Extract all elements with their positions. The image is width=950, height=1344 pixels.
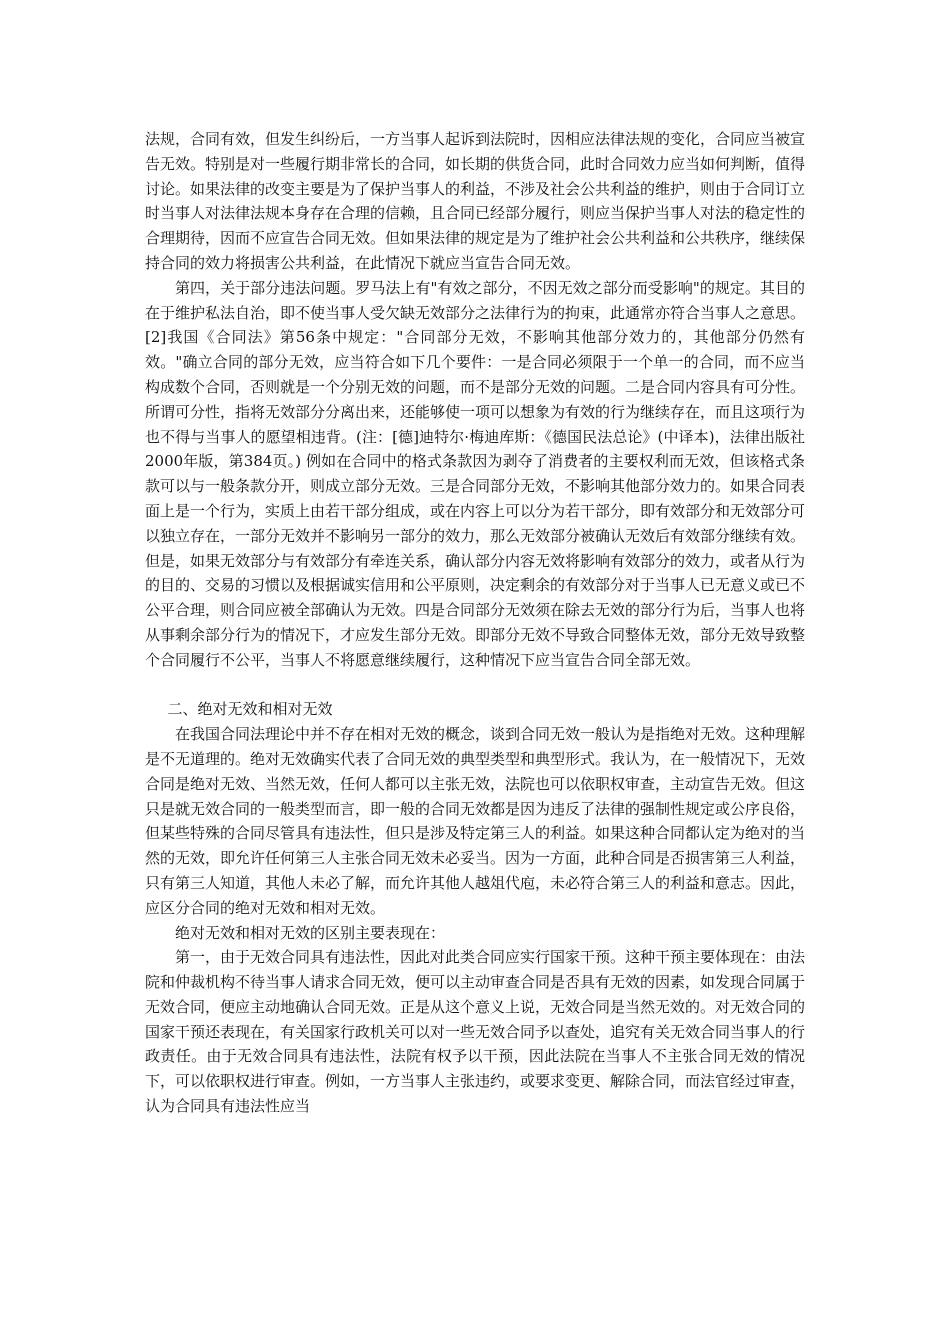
paragraph-differences-intro: 绝对无效和相对无效的区别主要表现在： — [175, 923, 446, 942]
paragraph-first-difference: 第一，由于无效合同具有违法性，因此对此类合同应实行国家干预。这种干预主要体现在：由法院和仲裁机构不待当事人请求合同无效，便可以主动审查合同是否具有无效的因素，如发现合同属于无效合同，便应主动地确认合同无效。正是从这个意义上说，无效合同是当然无效的。对无效合同的国家干预还表现在，有关国家行政机关可以对一些无效合同予以查处，追究有关无效合同当事人的行政责任。由于无效合同具有违法性，法院有权予以干预，因此法院在当事人不主张合同无效的情况下，可以依职权进行审查。例如，一方当事人主张违约，或要求变更、解除合同，而法官经过审查，认为合同具有违法性应当 — [145, 948, 806, 1116]
document-page — [145, 127, 805, 1119]
paragraph-continued: 法规，合同有效，但发生纠纷后，一方当事人起诉到法院时，因相应法律法规的变化，合同应当被宣告无效。特别是对一些履行期非常长的合同，如长期的供货合同，此时合同效力应当如何判断，值得讨论。如果法律的改变主要是为了保护当事人的利益，不涉及社会公共利益的维护，则由于合同订立时当事人对法律法规本身存在合理的信赖，且合同已经部分履行，则应当保护当事人对法的稳定性的合理期待，因而不应宣告合同无效。但如果法律的规定是为了维护社会公共利益和公共秩序，继续保持合同的效力将损害公共利益，在此情况下就应当宣告合同无效。 — [145, 130, 806, 272]
section-heading: 二、绝对无效和相对无效 — [167, 700, 333, 719]
paragraph-partial-invalidity: 第四，关于部分违法问题。罗马法上有"有效之部分，不因无效之部分而受影响"的规定。其目的在于维护私法自治，即不使当事人受欠缺无效部分之法律行为的拘束，此通常亦符合当事人之意思。[2]我国《合同法》第56条中规定："合同部分无效，不影响其他部分效力的，其他部分仍然有效。"确立合同的部分无效，应当符合如下几个要件：一是合同必须限于一个单一的合同，而不应当构成数个合同，否则就是一个分别无效的问题，而不是部分无效的问题。二是合同内容具有可分性。所谓可分性，指将无效部分分离出来，还能够使一项可以想象为有效的行为继续存在，而且这项行为也不得与当事人的愿望相违背。(注：[德]迪特尔·梅迪库斯：《德国民法总论》(中译本)，法律出版社2000年版，第384页。) 例如在合同中的格式条款因为剥夺了消费者的主要权利而无效，但该格式条款可以与一般条款分开，则成立部分无效。三是合同部分无效，不影响其他部分效力的。如果合同表面上是一个行为，实质上由若干部分组成，或在内容上可以分为若干部分，即有效部分和无效部分可以独立存在，一部分无效并不影响另一部分的效力，那么无效部分被确认无效后有效部分继续有效。但是，如果无效部分与有效部分有牵连关系，确认部分内容无效将影响有效部分的效力，或者从行为的目的、交易的习惯以及根据诚实信用和公平原则，决定剩余的有效部分对于当事人已无意义或已不公平合理，则合同应被全部确认为无效。四是合同部分无效须在除去无效的部分行为后，当事人也将从事剩余部分行为的情况下，才应发生部分无效。即部分无效不导致合同整体无效，部分无效导致整个合同履行不公平，当事人不将愿意继续履行，这种情况下应当宣告合同全部无效。 — [145, 278, 806, 669]
paragraph-absolute-relative: 在我国合同法理论中并不存在相对无效的概念，谈到合同无效一般认为是指绝对无效。这种理解是不无道理的。绝对无效确实代表了合同无效的典型类型和典型形式。我认为，在一般情况下，无效合同是绝对无效、当然无效，任何人都可以主张无效，法院也可以依职权审查，主动宣告无效。但这只是就无效合同的一般类型而言，即一般的合同无效都是因为违反了法律的强制性规定或公序良俗，但某些特殊的合同尽管具有违法性，但只是涉及特定第三人的利益。如果这种合同都认定为绝对的当然的无效，即允许任何第三人主张合同无效未必妥当。因为一方面，此种合同是否损害第三人利益，只有第三人知道，其他人未必了解，而允许其他人越俎代庖，未必符合第三人的利益和意志。因此，应区分合同的绝对无效和相对无效。 — [145, 725, 806, 917]
section-spacer — [145, 673, 805, 698]
